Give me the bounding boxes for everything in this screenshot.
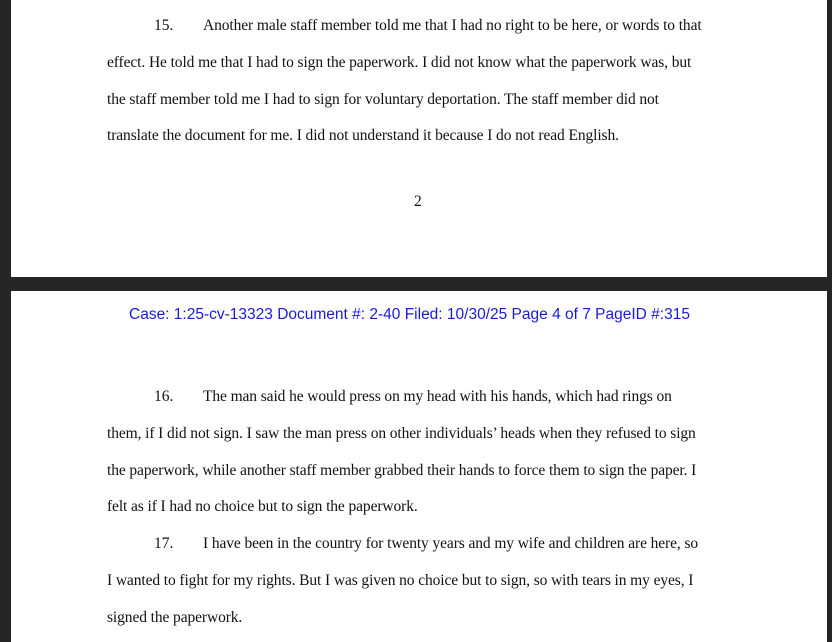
paragraph-line: them, if I did not sign. I saw the man press on other individuals’ heads when they refused to sign — [107, 425, 696, 442]
paragraph-line: The man said he would press on my head with his hands, which had rings on — [203, 388, 672, 405]
document-page-2 — [11, 0, 827, 277]
page-number: 2 — [414, 193, 422, 210]
paragraph-line: I wanted to fight for my rights. But I was given no choice but to sign, so with tears in my eyes, I — [107, 572, 694, 589]
paragraph-line: felt as if I had no choice but to sign the paperwork. — [107, 498, 418, 515]
paragraph-line: effect. He told me that I had to sign the paperwork. I did not know what the paperwork was, but — [107, 54, 692, 71]
paragraph-line: Another male staff member told me that I had no right to be here, or words to that — [203, 17, 702, 34]
paragraph-number: 15. — [154, 17, 174, 34]
paragraph-line: signed the paperwork. — [107, 609, 243, 626]
paragraph-line: the staff member told me I had to sign for voluntary deportation. The staff member did not — [107, 91, 659, 108]
paragraph-line: the paperwork, while another staff member grabbed their hands to force them to sign the paper. I — [107, 462, 697, 479]
paragraph-number: 16. — [154, 388, 174, 405]
document-page-4 — [11, 291, 827, 642]
paragraph-line: translate the document for me. I did not understand it because I do not read English. — [107, 127, 619, 144]
paragraph-number: 17. — [154, 535, 174, 552]
paragraph-line: I have been in the country for twenty years and my wife and children are here, so — [203, 535, 699, 552]
case-header: Case: 1:25-cv-13323 Document #: 2-40 Filed: 10/30/25 Page 4 of 7 PageID #:315 — [129, 306, 690, 323]
